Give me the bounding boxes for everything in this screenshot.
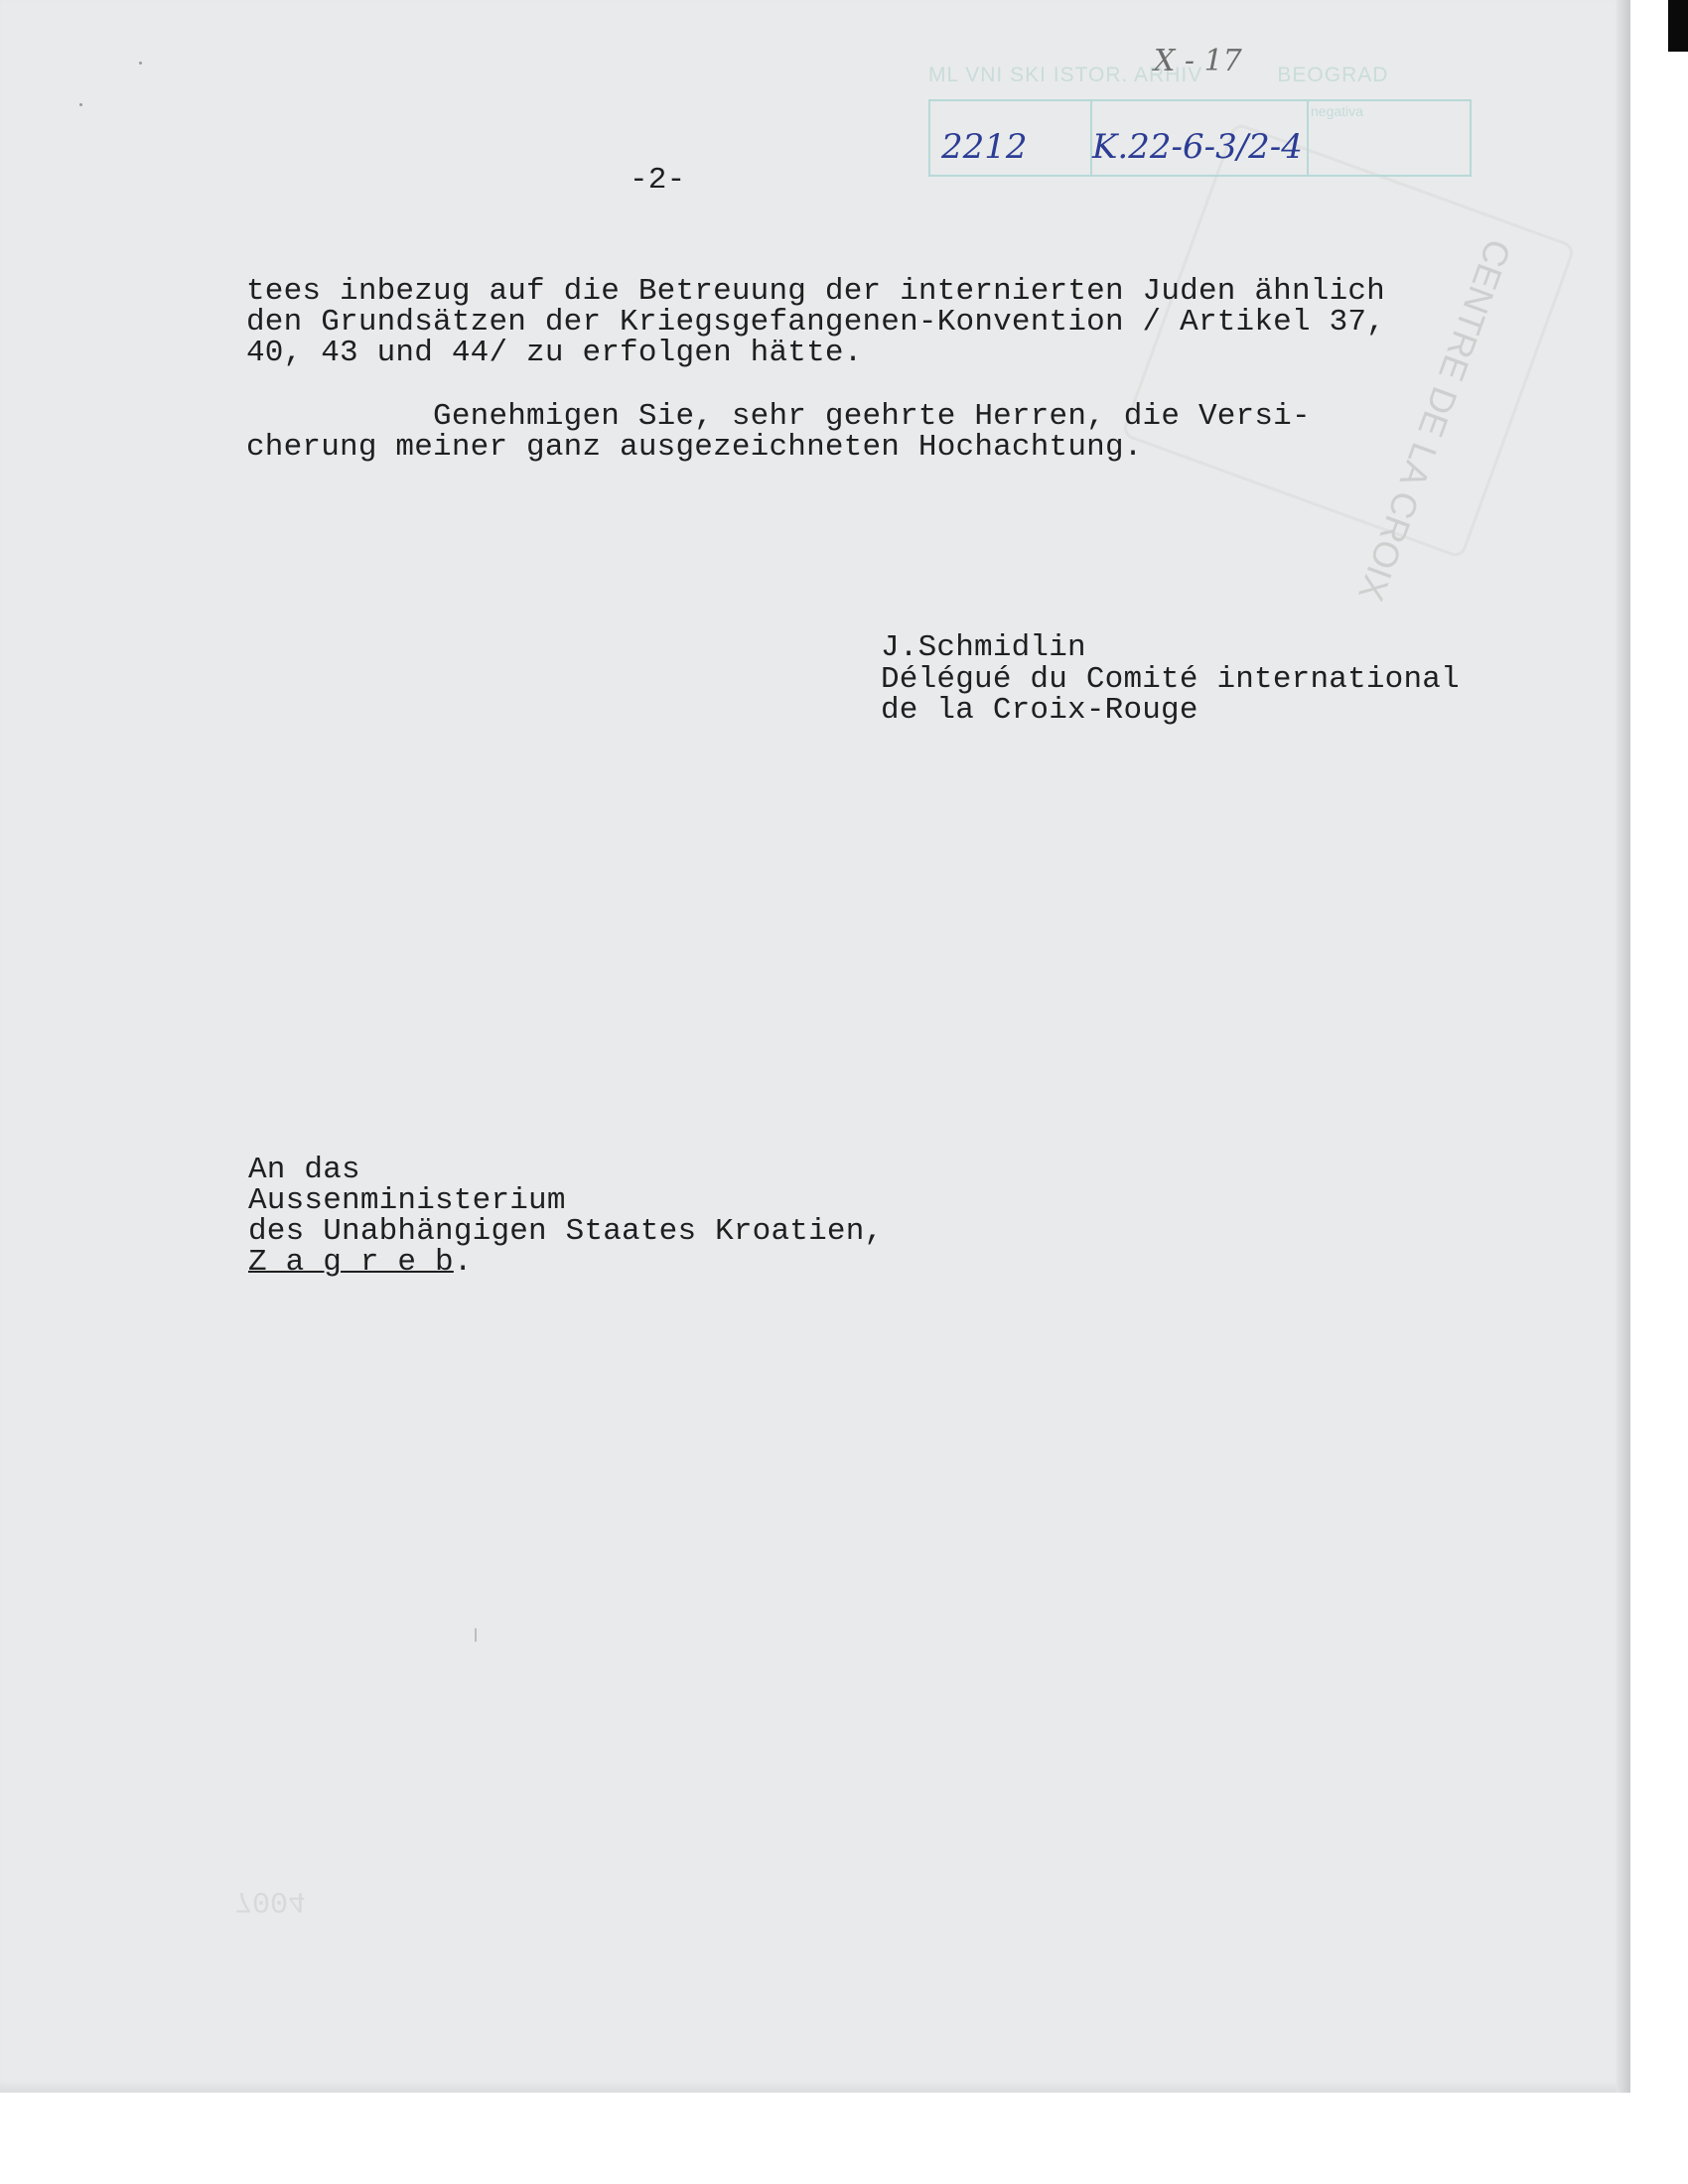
recipient-city-line <box>248 1247 473 1278</box>
paper-speck <box>139 62 142 65</box>
paper-edge-shadow <box>1617 0 1630 2093</box>
recipient-ministry: Aussenministerium <box>248 1183 566 1218</box>
signatory-name: J.Schmidlin <box>881 630 1086 665</box>
closing-line-2: cherung meiner ganz ausgezeichneten Hochachtung. <box>246 430 1143 465</box>
handwritten-reg-number: 2212 <box>941 127 1028 167</box>
ghost-stamp-text: CENTRE DE LA CROIX <box>1350 233 1519 607</box>
handwritten-file-ref: K.22-6-3/2-4 <box>1092 127 1303 167</box>
paper-speck <box>79 103 82 106</box>
stamp-header-right: BEOGRAD <box>1277 64 1389 86</box>
page-number: -2- <box>630 163 686 198</box>
signatory-organization: de la Croix-Rouge <box>881 693 1198 728</box>
recipient-city-punct: . <box>453 1245 473 1280</box>
bleed-through-text: 7004 <box>234 1883 307 1917</box>
pencil-annotation: X - 17 <box>1154 44 1242 78</box>
closing-line-1: Genehmigen Sie, sehr geehrte Herren, die Versi- <box>246 399 1311 434</box>
scan-border-artifact <box>1668 0 1688 52</box>
recipient-state: des Unabhängigen Staates Kroatien, <box>248 1214 884 1249</box>
body-line-1: tees inbezug auf die Betreuung der internierten Juden ähnlich <box>246 274 1385 309</box>
signatory-title: Délégué du Comité international <box>881 662 1460 697</box>
recipient-city: Z a g r e b <box>248 1245 454 1280</box>
body-line-2: den Grundsätzen der Kriegsgefangenen-Konvention / Artikel 37, <box>246 305 1385 340</box>
stamp-cell-label: negativa <box>1311 103 1363 119</box>
paper-speck <box>475 1628 477 1642</box>
stamp-divider <box>1307 101 1309 175</box>
body-line-3: 40, 43 und 44/ zu erfolgen hätte. <box>246 336 863 370</box>
stamp-header-left: ML VNI SKI ISTOR. ARHIV <box>928 64 1203 86</box>
recipient-line-1: An das <box>248 1153 360 1187</box>
